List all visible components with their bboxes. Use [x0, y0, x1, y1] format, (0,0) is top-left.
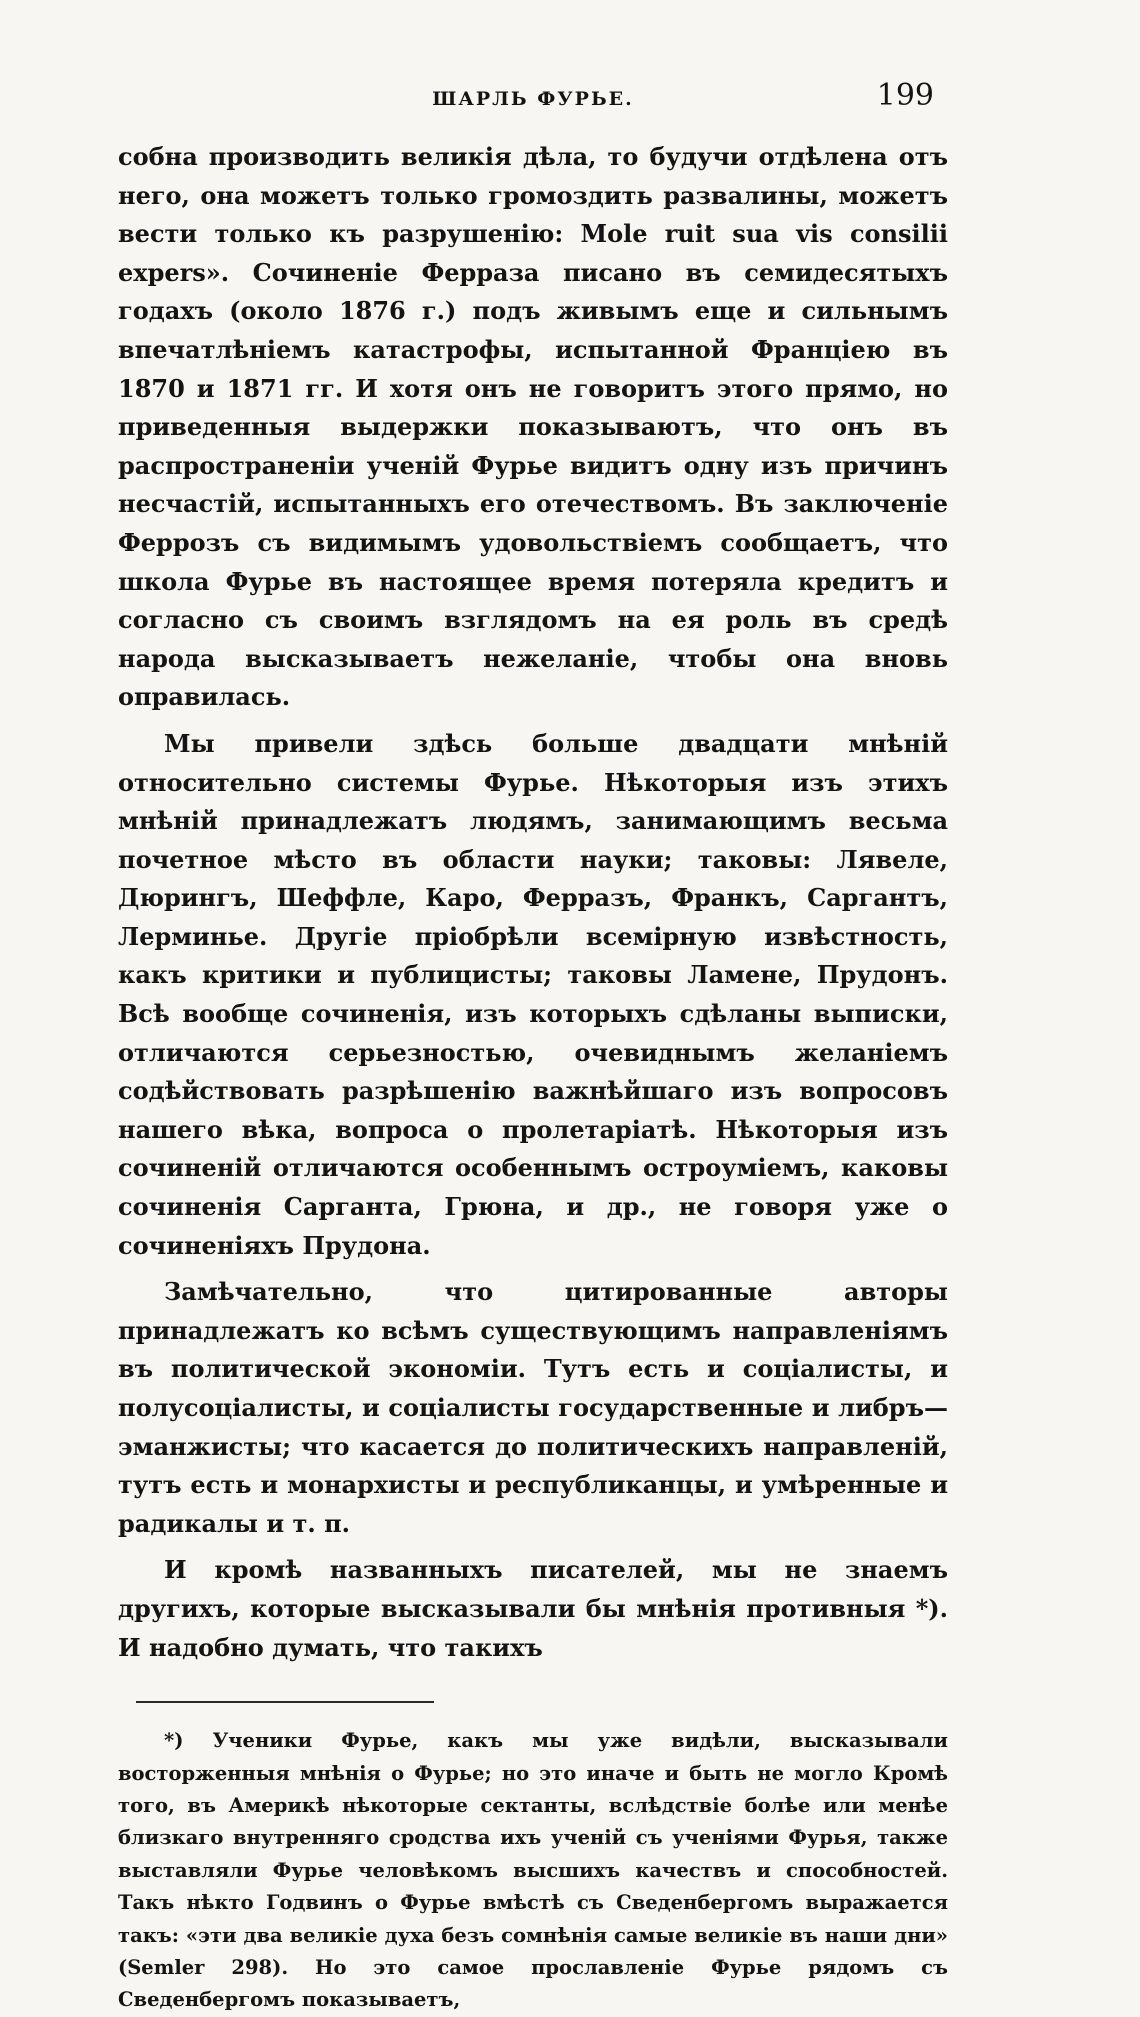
running-title: ШАРЛЬ ФУРЬЕ.: [432, 88, 634, 110]
paragraph-continued: собна производить великія дѣла, то будучи отдѣлена отъ него, она можетъ только громоздить развалины, можетъ вести только къ разрушенію: Mole ruit sua vis consilii expers». Сочиненіе Ферраза писано въ семидесятыхъ годахъ (около 1876 г.) подъ живымъ еще и сильнымъ впечатлѣніемъ катастрофы, испытанной Франціею въ 1870 и 1871 гг. И хотя онъ не говоритъ этого прямо, но приведенныя выдержки показываютъ, что онъ въ распространеніи ученій Фурье видитъ одну изъ причинъ несчастій, испытанныхъ его отечествомъ. Въ заключеніе Феррозъ съ видимымъ удовольствіемъ сообщаетъ, что школа Фурье въ настоящее время потеряла кредитъ и согласно съ своимъ взглядомъ на ея роль въ средѣ народа высказываетъ нежеланіе, чтобы она вновь оправилась.: [118, 142, 948, 712]
footnote-divider: [136, 1701, 434, 1703]
running-head: [118, 70, 948, 130]
paragraph: Замѣчательно, что цитированные авторы принадлежатъ ко всѣмъ существующимъ направленіямъ въ политической экономіи. Тутъ есть и соціалисты, и полусоціалисты, и соціалисты государственные и либръ—эманжисты; что касается до политическихъ направленій, тутъ есть и монархисты и республиканцы, и умѣренные и радикалы и т. п.: [118, 1277, 948, 1538]
book-page: [118, 70, 948, 2017]
page-number: 199: [876, 78, 934, 113]
main-text: [118, 138, 948, 1667]
footnote: *) Ученики Фурье, какъ мы уже видѣли, высказывали восторженныя мнѣнія о Фурье; но это иначе и быть не могло Кромѣ того, въ Америкѣ нѣкоторые сектанты, вслѣдствіе болѣе или менѣе близкаго внутренняго сродства ихъ ученій съ ученіями Фурья, также выставляли Фурье человѣкомъ высшихъ качествъ и способностей. Такъ нѣкто Годвинъ о Фурье вмѣстѣ съ Сведенбергомъ выражается такъ: «эти два великіе духа безъ сомнѣнія самые великіе въ наши дни» (Semler 298). Но это самое прославленіе Фурье рядомъ съ Сведенбергомъ показываетъ,: [118, 1729, 948, 2012]
paragraph: Мы привели здѣсь больше двадцати мнѣній относительно системы Фурье. Нѣкоторыя изъ этихъ мнѣній принадлежатъ людямъ, занимающимъ весьма почетное мѣсто въ области науки; таковы: Лявеле, Дюрингъ, Шеффле, Каро, Ферразъ, Франкъ, Саргантъ, Лерминье. Другіе пріобрѣли всемірную извѣстность, какъ критики и публицисты; таковы Ламене, Прудонъ. Всѣ вообще сочиненія, изъ которыхъ сдѣланы выписки, отличаются серьезностью, очевиднымъ желаніемъ содѣйствовать разрѣшенію важнѣйшаго изъ вопросовъ нашего вѣка, вопроса о пролетаріатѣ. Нѣкоторыя изъ сочиненій отличаются особеннымъ остроуміемъ, каковы сочиненія Сарганта, Грюна, и др., не говоря уже о сочиненіяхъ Прудона.: [118, 728, 948, 1260]
paragraph: И кромѣ названныхъ писателей, мы не знаемъ другихъ, которые высказывали бы мнѣнія противныя *). И надобно думать, что такихъ: [118, 1555, 948, 1662]
